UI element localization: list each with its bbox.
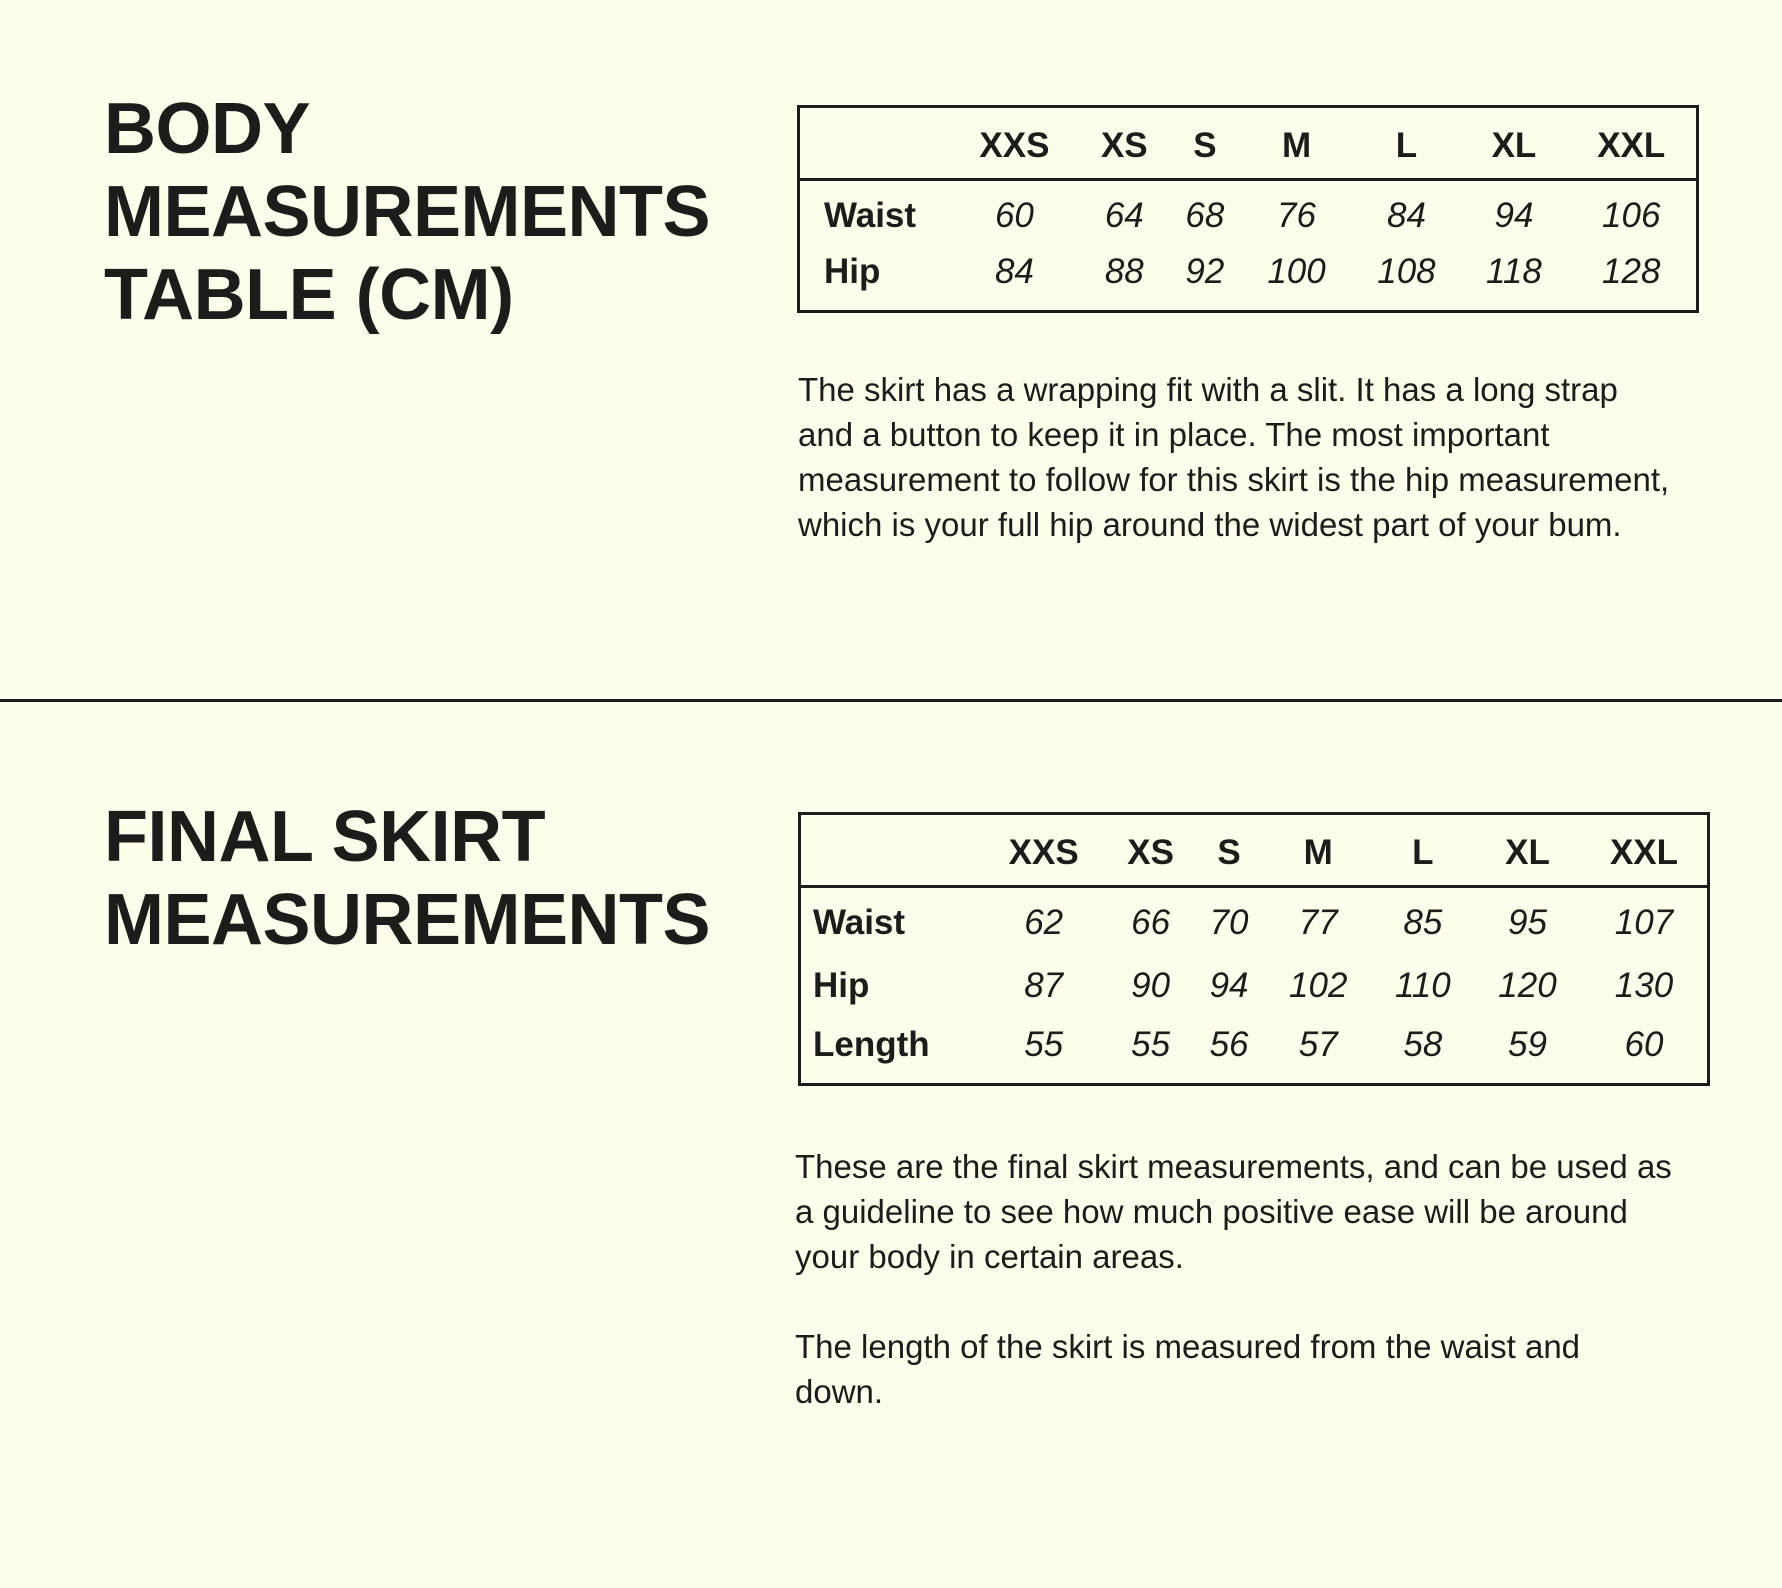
body-measurements-table (797, 105, 1699, 313)
column-header: XXL (1581, 814, 1709, 887)
column-header: L (1372, 814, 1474, 887)
final-skirt-section (0, 702, 1782, 1588)
column-header: XL (1474, 814, 1581, 887)
table-cell: 88 (1104, 251, 1144, 291)
table-row-waist (800, 887, 1709, 953)
table-cell: 128 (1602, 251, 1661, 291)
table-row-waist (799, 180, 1698, 246)
column-header: XXS (980, 814, 1108, 887)
row-label: Hip (824, 251, 881, 291)
column-header: XS (1080, 107, 1168, 180)
table-cell: 90 (1131, 965, 1171, 1005)
table-cell: 130 (1614, 965, 1674, 1005)
table-cell: 68 (1185, 196, 1225, 236)
row-label: Waist (813, 903, 906, 943)
column-header: M (1242, 107, 1352, 180)
table-header-row (800, 814, 1709, 887)
table-cell: 94 (1494, 196, 1534, 236)
table-cell: 107 (1614, 903, 1674, 943)
length-note: The length of the skirt is measured from the waist and down. (795, 1328, 1581, 1410)
column-header: L (1351, 107, 1461, 180)
table-cell: 87 (1024, 965, 1064, 1005)
table-cell: 64 (1104, 196, 1144, 236)
row-label: Waist (824, 196, 917, 236)
table-cell: 56 (1209, 1024, 1249, 1064)
table-cell: 110 (1394, 965, 1451, 1005)
table-cell: 55 (1024, 1024, 1064, 1064)
table-cell: 102 (1289, 965, 1348, 1005)
final-skirt-title: FINAL SKIRT MEASUREMENTS (104, 797, 711, 960)
table-cell: 84 (994, 251, 1034, 291)
table-cell: 76 (1277, 196, 1316, 236)
table-row-hip (800, 953, 1709, 1019)
table-cell: 106 (1602, 196, 1661, 236)
table-corner-cell (799, 107, 949, 180)
table-cell: 60 (1624, 1024, 1664, 1064)
table-row-hip (799, 246, 1698, 312)
table-cell: 118 (1486, 251, 1542, 291)
table-row-length (800, 1019, 1709, 1085)
body-measurements-title: BODY MEASUREMENTS TABLE (CM) (104, 89, 711, 335)
table-cell: 55 (1131, 1024, 1171, 1064)
table-cell: 59 (1508, 1024, 1547, 1064)
table-corner-cell (800, 814, 980, 887)
column-header: S (1193, 814, 1264, 887)
table-cell: 108 (1377, 251, 1436, 291)
table-cell: 57 (1298, 1024, 1338, 1064)
table-cell: 70 (1209, 903, 1249, 943)
column-header: XXS (949, 107, 1081, 180)
body-measurements-section (0, 0, 1782, 700)
final-skirt-note: These are the final skirt measurements, and can be used as a guideline to see how much positive ease will be around your body in certain areas. (795, 1148, 1672, 1275)
column-header: XXL (1566, 107, 1697, 180)
column-header: XL (1461, 107, 1566, 180)
row-label: Length (813, 1024, 930, 1064)
table-cell: 62 (1024, 903, 1064, 943)
column-header: M (1265, 814, 1372, 887)
row-label: Hip (813, 965, 870, 1005)
table-cell: 84 (1386, 196, 1426, 236)
table-cell: 66 (1131, 903, 1171, 943)
table-cell: 77 (1298, 903, 1338, 943)
table-cell: 60 (994, 196, 1034, 236)
table-cell: 95 (1508, 903, 1547, 943)
table-cell: 94 (1209, 965, 1249, 1005)
body-measurements-note: The skirt has a wrapping fit with a slit. It has a long strap and a button to keep it in place. The most important measurement to follow for this skirt is the hip measurement, which is your full hip around the widest part of your bum. (798, 371, 1670, 543)
final-skirt-table (798, 812, 1710, 1086)
column-header: S (1168, 107, 1241, 180)
table-cell: 85 (1403, 903, 1443, 943)
table-cell: 92 (1185, 251, 1225, 291)
table-cell: 58 (1403, 1024, 1443, 1064)
table-header-row (799, 107, 1698, 180)
table-cell: 120 (1498, 965, 1557, 1005)
column-header: XS (1108, 814, 1194, 887)
table-cell: 100 (1267, 251, 1326, 291)
